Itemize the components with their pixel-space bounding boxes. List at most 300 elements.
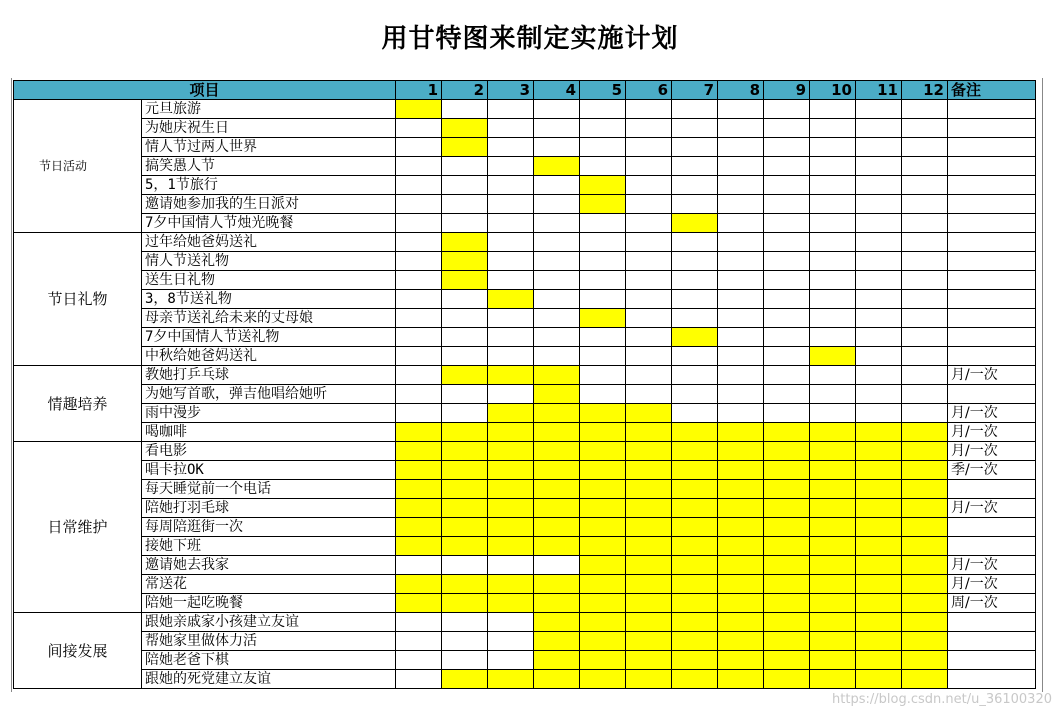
gantt-empty-cell: [488, 100, 534, 119]
gantt-empty-cell: [396, 347, 442, 366]
note-cell: [948, 309, 1036, 328]
gantt-bar-cell: [488, 594, 534, 613]
gantt-bar-cell: [856, 575, 902, 594]
gantt-empty-cell: [580, 214, 626, 233]
gantt-bar-cell: [488, 575, 534, 594]
gantt-bar-cell: [672, 632, 718, 651]
gantt-empty-cell: [856, 347, 902, 366]
gantt-bar-cell: [534, 651, 580, 670]
gantt-bar-cell: [396, 100, 442, 119]
gantt-empty-cell: [534, 309, 580, 328]
category-label: 节日礼物: [14, 233, 142, 366]
table-row: [14, 233, 1036, 252]
gantt-bar-cell: [534, 670, 580, 689]
gantt-bar-cell: [626, 594, 672, 613]
table-row: [14, 252, 1036, 271]
gantt-bar-cell: [810, 347, 856, 366]
gantt-bar-cell: [396, 499, 442, 518]
gantt-bar-cell: [856, 423, 902, 442]
gantt-bar-cell: [442, 271, 488, 290]
table-row: [14, 651, 1036, 670]
gantt-empty-cell: [764, 309, 810, 328]
gantt-bar-cell: [672, 214, 718, 233]
note-cell: 季/一次: [948, 461, 1036, 480]
gantt-bar-cell: [764, 537, 810, 556]
watermark: https://blog.csdn.net/u_36100320: [832, 692, 1052, 707]
note-cell: [948, 233, 1036, 252]
gantt-bar-cell: [626, 537, 672, 556]
gantt-empty-cell: [810, 252, 856, 271]
table-row: [14, 385, 1036, 404]
header-month-3: 3: [488, 81, 534, 100]
gantt-bar-cell: [442, 499, 488, 518]
gantt-bar-cell: [718, 575, 764, 594]
note-cell: 月/一次: [948, 366, 1036, 385]
task-label: 每周陪逛街一次: [142, 518, 396, 537]
gantt-empty-cell: [534, 290, 580, 309]
gantt-empty-cell: [626, 157, 672, 176]
gantt-bar-cell: [718, 423, 764, 442]
gantt-empty-cell: [442, 328, 488, 347]
gantt-empty-cell: [856, 176, 902, 195]
category-label: 节日活动: [14, 100, 142, 233]
gantt-empty-cell: [488, 157, 534, 176]
task-label: 陪她老爸下棋: [142, 651, 396, 670]
gantt-bar-cell: [810, 613, 856, 632]
gantt-bar-cell: [580, 537, 626, 556]
gantt-empty-cell: [442, 632, 488, 651]
gantt-empty-cell: [396, 404, 442, 423]
task-label: 雨中漫步: [142, 404, 396, 423]
gantt-empty-cell: [534, 119, 580, 138]
gantt-empty-cell: [902, 138, 948, 157]
table-row: [14, 157, 1036, 176]
gantt-body: [14, 100, 1036, 689]
gantt-empty-cell: [764, 347, 810, 366]
gantt-empty-cell: [902, 290, 948, 309]
table-row: [14, 537, 1036, 556]
gantt-empty-cell: [856, 195, 902, 214]
gantt-empty-cell: [580, 328, 626, 347]
gantt-empty-cell: [626, 385, 672, 404]
header-month-4: 4: [534, 81, 580, 100]
gantt-bar-cell: [580, 461, 626, 480]
gantt-empty-cell: [534, 556, 580, 575]
task-label: 跟她的死党建立友谊: [142, 670, 396, 689]
gantt-empty-cell: [580, 119, 626, 138]
table-row: [14, 100, 1036, 119]
gantt-empty-cell: [810, 176, 856, 195]
gantt-bar-cell: [672, 461, 718, 480]
gantt-bar-cell: [672, 442, 718, 461]
gantt-empty-cell: [626, 195, 672, 214]
gantt-empty-cell: [488, 309, 534, 328]
gantt-bar-cell: [810, 423, 856, 442]
gantt-empty-cell: [902, 195, 948, 214]
table-row: [14, 347, 1036, 366]
gantt-bar-cell: [580, 613, 626, 632]
task-label: 唱卡拉OK: [142, 461, 396, 480]
gantt-empty-cell: [580, 366, 626, 385]
table-row: [14, 176, 1036, 195]
gantt-empty-cell: [442, 176, 488, 195]
gantt-empty-cell: [626, 138, 672, 157]
gantt-empty-cell: [718, 176, 764, 195]
gantt-empty-cell: [718, 366, 764, 385]
gantt-empty-cell: [396, 233, 442, 252]
gantt-bar-cell: [672, 423, 718, 442]
gantt-bar-cell: [488, 290, 534, 309]
task-label: 7夕中国情人节烛光晚餐: [142, 214, 396, 233]
header-month-6: 6: [626, 81, 672, 100]
task-label: 每天睡觉前一个电话: [142, 480, 396, 499]
task-label: 邀请她去我家: [142, 556, 396, 575]
gantt-empty-cell: [442, 214, 488, 233]
gantt-empty-cell: [718, 157, 764, 176]
gantt-empty-cell: [442, 100, 488, 119]
table-row: [14, 271, 1036, 290]
gantt-empty-cell: [488, 195, 534, 214]
gantt-empty-cell: [718, 138, 764, 157]
gantt-empty-cell: [442, 347, 488, 366]
gantt-empty-cell: [764, 366, 810, 385]
gantt-empty-cell: [672, 385, 718, 404]
table-row: [14, 461, 1036, 480]
gantt-bar-cell: [764, 613, 810, 632]
gantt-empty-cell: [764, 404, 810, 423]
gantt-empty-cell: [902, 271, 948, 290]
gantt-empty-cell: [396, 290, 442, 309]
gantt-empty-cell: [534, 252, 580, 271]
gantt-bar-cell: [442, 233, 488, 252]
gantt-bar-cell: [580, 423, 626, 442]
gantt-empty-cell: [580, 252, 626, 271]
gantt-bar-cell: [902, 613, 948, 632]
gantt-empty-cell: [488, 632, 534, 651]
gantt-bar-cell: [764, 480, 810, 499]
header-month-10: 10: [810, 81, 856, 100]
gantt-bar-cell: [488, 499, 534, 518]
task-label: 情人节过两人世界: [142, 138, 396, 157]
gantt-empty-cell: [534, 347, 580, 366]
gantt-bar-cell: [534, 575, 580, 594]
gantt-empty-cell: [534, 138, 580, 157]
gantt-empty-cell: [626, 119, 672, 138]
gantt-empty-cell: [672, 404, 718, 423]
gantt-empty-cell: [396, 309, 442, 328]
gantt-empty-cell: [718, 100, 764, 119]
gantt-bar-cell: [580, 195, 626, 214]
gantt-empty-cell: [718, 347, 764, 366]
gantt-bar-cell: [764, 461, 810, 480]
gantt-bar-cell: [580, 480, 626, 499]
table-row: [14, 632, 1036, 651]
gantt-bar-cell: [672, 537, 718, 556]
note-cell: 月/一次: [948, 423, 1036, 442]
gantt-bar-cell: [718, 499, 764, 518]
gantt-bar-cell: [764, 518, 810, 537]
gantt-bar-cell: [442, 670, 488, 689]
gantt-empty-cell: [672, 347, 718, 366]
note-cell: [948, 119, 1036, 138]
gantt-empty-cell: [396, 651, 442, 670]
note-cell: [948, 670, 1036, 689]
gantt-bar-cell: [580, 176, 626, 195]
gantt-bar-cell: [442, 537, 488, 556]
gantt-bar-cell: [810, 499, 856, 518]
gantt-empty-cell: [442, 404, 488, 423]
gantt-bar-cell: [856, 442, 902, 461]
gantt-empty-cell: [718, 309, 764, 328]
task-label: 搞笑愚人节: [142, 157, 396, 176]
gantt-empty-cell: [580, 100, 626, 119]
gantt-empty-cell: [856, 385, 902, 404]
header-row: [14, 81, 1036, 100]
gantt-empty-cell: [810, 404, 856, 423]
gantt-empty-cell: [396, 366, 442, 385]
gantt-bar-cell: [764, 651, 810, 670]
gantt-bar-cell: [396, 442, 442, 461]
gantt-table: [13, 80, 1036, 689]
gantt-empty-cell: [488, 252, 534, 271]
gantt-bar-cell: [534, 480, 580, 499]
gantt-bar-cell: [580, 404, 626, 423]
gantt-empty-cell: [764, 138, 810, 157]
task-label: 陪她打羽毛球: [142, 499, 396, 518]
gantt-bar-cell: [764, 670, 810, 689]
table-row: [14, 499, 1036, 518]
gantt-empty-cell: [902, 176, 948, 195]
gantt-empty-cell: [534, 233, 580, 252]
gantt-empty-cell: [442, 385, 488, 404]
gantt-empty-cell: [488, 385, 534, 404]
gantt-bar-cell: [902, 518, 948, 537]
gantt-bar-cell: [396, 461, 442, 480]
gantt-bar-cell: [718, 480, 764, 499]
gantt-empty-cell: [396, 385, 442, 404]
gantt-bar-cell: [396, 594, 442, 613]
gantt-bar-cell: [856, 537, 902, 556]
gantt-bar-cell: [442, 575, 488, 594]
gantt-bar-cell: [396, 423, 442, 442]
gantt-empty-cell: [396, 119, 442, 138]
table-row: [14, 670, 1036, 689]
note-cell: 月/一次: [948, 556, 1036, 575]
task-label: 3，8节送礼物: [142, 290, 396, 309]
gantt-empty-cell: [764, 233, 810, 252]
note-cell: [948, 176, 1036, 195]
gantt-empty-cell: [488, 233, 534, 252]
note-cell: [948, 100, 1036, 119]
gantt-empty-cell: [396, 138, 442, 157]
note-cell: 月/一次: [948, 499, 1036, 518]
gantt-empty-cell: [488, 138, 534, 157]
gantt-empty-cell: [718, 271, 764, 290]
gantt-empty-cell: [718, 404, 764, 423]
gantt-empty-cell: [902, 347, 948, 366]
gantt-bar-cell: [396, 537, 442, 556]
gantt-empty-cell: [396, 556, 442, 575]
gantt-bar-cell: [672, 575, 718, 594]
gantt-bar-cell: [488, 480, 534, 499]
gantt-bar-cell: [534, 366, 580, 385]
gantt-empty-cell: [856, 233, 902, 252]
note-cell: [948, 651, 1036, 670]
note-cell: [948, 632, 1036, 651]
gantt-empty-cell: [902, 233, 948, 252]
gantt-empty-cell: [488, 176, 534, 195]
gantt-bar-cell: [764, 632, 810, 651]
gantt-bar-cell: [488, 442, 534, 461]
gantt-bar-cell: [488, 518, 534, 537]
gantt-bar-cell: [810, 632, 856, 651]
gantt-empty-cell: [442, 651, 488, 670]
task-label: 看电影: [142, 442, 396, 461]
gantt-empty-cell: [626, 176, 672, 195]
task-label: 帮她家里做体力活: [142, 632, 396, 651]
gantt-bar-cell: [856, 613, 902, 632]
gantt-empty-cell: [672, 252, 718, 271]
gantt-empty-cell: [396, 157, 442, 176]
task-label: 元旦旅游: [142, 100, 396, 119]
gantt-empty-cell: [810, 290, 856, 309]
gantt-empty-cell: [580, 290, 626, 309]
gantt-bar-cell: [442, 366, 488, 385]
gantt-bar-cell: [534, 442, 580, 461]
gantt-bar-cell: [856, 594, 902, 613]
note-cell: 月/一次: [948, 404, 1036, 423]
gantt-bar-cell: [534, 461, 580, 480]
gantt-empty-cell: [534, 214, 580, 233]
header-month-5: 5: [580, 81, 626, 100]
gantt-empty-cell: [856, 119, 902, 138]
gantt-empty-cell: [672, 290, 718, 309]
gantt-bar-cell: [534, 518, 580, 537]
page-title: 用甘特图来制定实施计划: [381, 24, 679, 54]
note-cell: [948, 537, 1036, 556]
gantt-bar-cell: [534, 157, 580, 176]
note-cell: 周/一次: [948, 594, 1036, 613]
gantt-empty-cell: [856, 328, 902, 347]
gantt-empty-cell: [534, 100, 580, 119]
header-month-8: 8: [718, 81, 764, 100]
gantt-empty-cell: [488, 271, 534, 290]
table-row: [14, 404, 1036, 423]
gantt-bar-cell: [580, 556, 626, 575]
table-row: [14, 119, 1036, 138]
note-cell: 月/一次: [948, 575, 1036, 594]
gantt-empty-cell: [856, 252, 902, 271]
gantt-bar-cell: [626, 556, 672, 575]
gantt-empty-cell: [718, 385, 764, 404]
gantt-empty-cell: [488, 119, 534, 138]
gantt-empty-cell: [580, 138, 626, 157]
gantt-empty-cell: [764, 195, 810, 214]
gantt-empty-cell: [396, 214, 442, 233]
gantt-empty-cell: [856, 138, 902, 157]
gantt-empty-cell: [810, 100, 856, 119]
gantt-bar-cell: [580, 309, 626, 328]
gantt-empty-cell: [764, 252, 810, 271]
gantt-empty-cell: [488, 214, 534, 233]
gantt-bar-cell: [626, 613, 672, 632]
gantt-bar-cell: [856, 461, 902, 480]
note-cell: 月/一次: [948, 442, 1036, 461]
gantt-bar-cell: [902, 575, 948, 594]
gantt-bar-cell: [534, 404, 580, 423]
gantt-empty-cell: [626, 366, 672, 385]
gantt-bar-cell: [672, 518, 718, 537]
gantt-empty-cell: [442, 195, 488, 214]
gantt-bar-cell: [488, 670, 534, 689]
gantt-empty-cell: [672, 195, 718, 214]
gantt-empty-cell: [488, 613, 534, 632]
gantt-empty-cell: [764, 385, 810, 404]
task-label: 送生日礼物: [142, 271, 396, 290]
gantt-bar-cell: [856, 499, 902, 518]
gantt-empty-cell: [626, 252, 672, 271]
gantt-bar-cell: [534, 385, 580, 404]
gantt-bar-cell: [810, 518, 856, 537]
gantt-empty-cell: [856, 290, 902, 309]
note-cell: [948, 328, 1036, 347]
gantt-bar-cell: [488, 404, 534, 423]
gantt-bar-cell: [442, 252, 488, 271]
table-row: [14, 290, 1036, 309]
note-cell: [948, 385, 1036, 404]
gantt-bar-cell: [580, 594, 626, 613]
gantt-empty-cell: [810, 157, 856, 176]
table-row: [14, 442, 1036, 461]
task-label: 接她下班: [142, 537, 396, 556]
category-label: 日常维护: [14, 442, 142, 613]
gantt-empty-cell: [442, 556, 488, 575]
gantt-empty-cell: [902, 309, 948, 328]
gantt-bar-cell: [810, 442, 856, 461]
gantt-bar-cell: [626, 632, 672, 651]
task-label: 教她打乒乓球: [142, 366, 396, 385]
gantt-bar-cell: [672, 594, 718, 613]
gantt-empty-cell: [810, 233, 856, 252]
gantt-bar-cell: [718, 518, 764, 537]
note-cell: [948, 347, 1036, 366]
header-month-1: 1: [396, 81, 442, 100]
gantt-empty-cell: [902, 252, 948, 271]
gantt-empty-cell: [810, 119, 856, 138]
gantt-empty-cell: [718, 214, 764, 233]
gantt-bar-cell: [764, 499, 810, 518]
gantt-empty-cell: [856, 366, 902, 385]
table-row: [14, 480, 1036, 499]
gantt-bar-cell: [442, 442, 488, 461]
note-cell: [948, 138, 1036, 157]
gantt-bar-cell: [810, 575, 856, 594]
gantt-empty-cell: [856, 404, 902, 423]
gantt-empty-cell: [442, 613, 488, 632]
gantt-bar-cell: [764, 556, 810, 575]
gantt-bar-cell: [534, 594, 580, 613]
table-row: [14, 518, 1036, 537]
note-cell: [948, 518, 1036, 537]
note-cell: [948, 214, 1036, 233]
gantt-bar-cell: [442, 138, 488, 157]
gantt-bar-cell: [718, 461, 764, 480]
gantt-empty-cell: [718, 328, 764, 347]
note-cell: [948, 480, 1036, 499]
gantt-empty-cell: [856, 214, 902, 233]
gantt-bar-cell: [810, 556, 856, 575]
gantt-empty-cell: [764, 328, 810, 347]
